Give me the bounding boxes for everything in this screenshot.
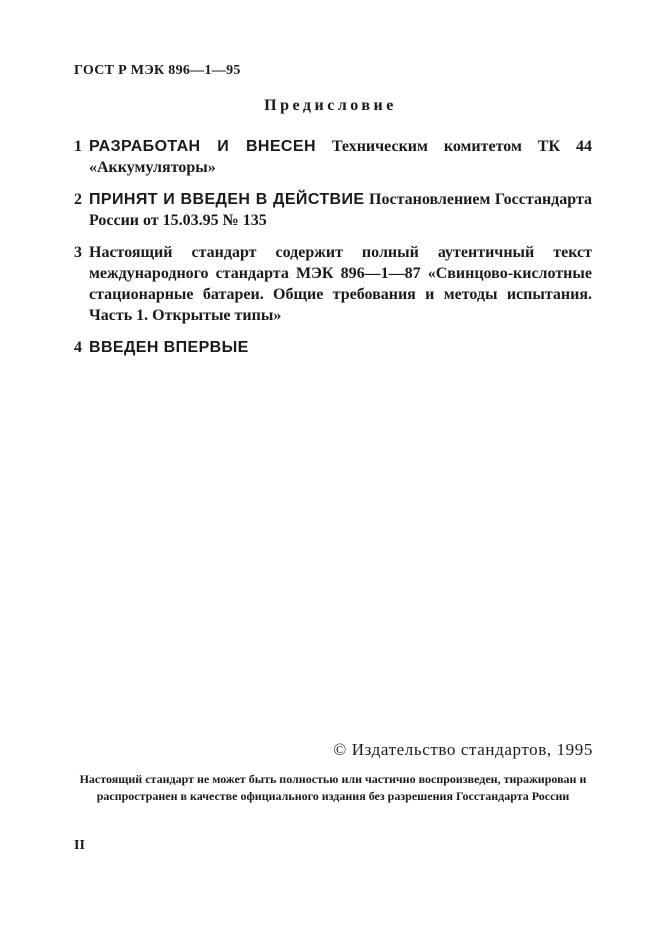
item-text-wrapper <box>89 337 592 358</box>
item-body: Постановлением Госстандарта России от 15.03.95 № 135 <box>89 191 592 229</box>
item-keyword: РАЗРАБОТАН И ВНЕСЕН <box>89 138 316 155</box>
item-body: Техническим комитетом ТК 44 «Аккумуляторы» <box>89 138 592 176</box>
item-number: 2 <box>74 191 82 208</box>
item-keyword: ВВЕДЕН ВПЕРВЫЕ <box>89 339 249 356</box>
item-number: 1 <box>74 138 82 155</box>
reproduction-notice: Настоящий стандарт не может быть полностью или частично воспроизведен, тиражирован и распространен в качестве официального издания без разрешения Госстандарта России <box>79 772 587 803</box>
item-text-wrapper <box>89 136 592 178</box>
item-number: 3 <box>74 244 82 261</box>
page-number: II <box>74 838 85 853</box>
document-code: ГОСТ Р МЭК 896—1—95 <box>74 63 241 78</box>
page-title: Предисловие <box>264 97 397 114</box>
item-body: Настоящий стандарт содержит полный аутентичный текст международного стандарта МЭК 896—1—87 «Свинцово-кислотные стационарные батареи. Общие требования и методы испытания. Часть 1. Открытые типы» <box>89 244 592 324</box>
preface-item-4 <box>74 337 592 358</box>
item-number: 4 <box>74 339 82 356</box>
item-text-wrapper <box>89 189 592 231</box>
item-text-wrapper <box>89 242 592 326</box>
preface-list <box>74 136 592 369</box>
preface-item-3 <box>74 242 592 326</box>
preface-item-1 <box>74 136 592 178</box>
preface-item-2 <box>74 189 592 231</box>
copyright-line: © Издательство стандартов, 1995 <box>333 740 593 759</box>
item-keyword: ПРИНЯТ И ВВЕДЕН В ДЕЙСТВИЕ <box>89 191 365 208</box>
